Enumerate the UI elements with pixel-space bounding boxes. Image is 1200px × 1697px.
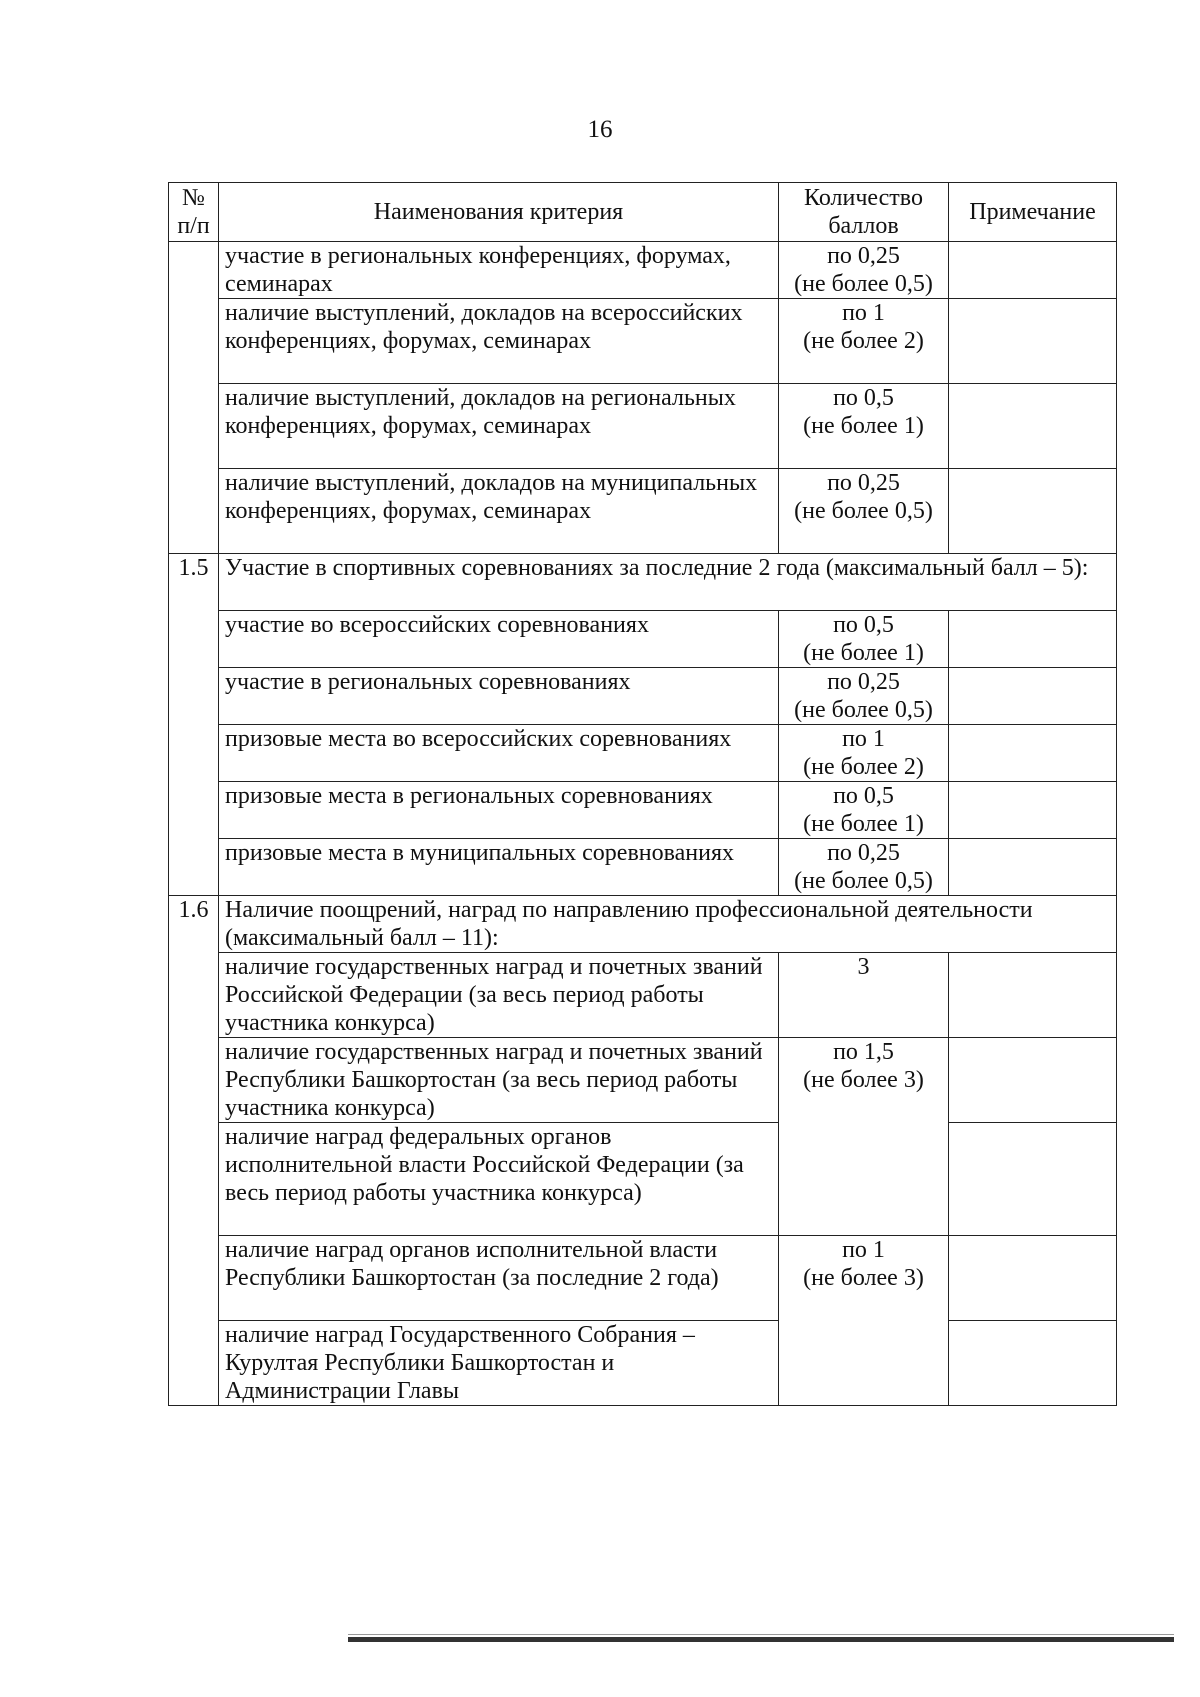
note-cell — [949, 611, 1117, 668]
score-limit: (не более 0,5) — [794, 271, 933, 297]
score-limit: (не более 1) — [803, 413, 924, 439]
note-cell — [949, 953, 1117, 1038]
criterion-name: наличие выступлений, докладов на региональных конференциях, форумах, семинарах — [219, 384, 779, 469]
score-cell — [779, 242, 949, 299]
table-row — [169, 242, 1117, 299]
score-value: по 1 — [842, 1237, 885, 1263]
score-value: по 1 — [842, 726, 885, 752]
criterion-name: участие во всероссийских соревнованиях — [219, 611, 779, 668]
criterion-name: участие в региональных соревнованиях — [219, 668, 779, 725]
note-cell — [949, 782, 1117, 839]
score-cell — [779, 953, 949, 1038]
score-value: по 0,5 — [833, 783, 894, 809]
score-value: 3 — [857, 954, 870, 980]
section-number: 1.5 — [169, 554, 219, 896]
table-row — [169, 1321, 1117, 1406]
score-value: по 0,25 — [827, 243, 900, 269]
score-cell — [779, 611, 949, 668]
table-row — [169, 611, 1117, 668]
criterion-name: наличие государственных наград и почетных званий Российской Федерации (за весь период работы участника конкурса) — [219, 953, 779, 1038]
score-cell — [779, 782, 949, 839]
score-limit: (не более 0,5) — [794, 697, 933, 723]
score-value: по 0,25 — [827, 470, 900, 496]
score-cell — [779, 469, 949, 554]
criterion-name: наличие выступлений, докладов на муниципальных конференциях, форумах, семинарах — [219, 469, 779, 554]
note-cell — [949, 469, 1117, 554]
note-cell — [949, 1236, 1117, 1321]
score-limit: (не более 1) — [803, 640, 924, 666]
note-cell — [949, 668, 1117, 725]
criterion-name: наличие выступлений, докладов на всероссийских конференциях, форумах, семинарах — [219, 299, 779, 384]
section-header-row — [169, 896, 1117, 953]
score-limit: (не более 2) — [803, 328, 924, 354]
criterion-name: наличие наград федеральных органов исполнительной власти Российской Федерации (за весь период работы участника конкурса) — [219, 1123, 779, 1236]
table-row — [169, 839, 1117, 896]
section-title: Наличие поощрений, наград по направлению профессиональной деятельности (максимальный балл – 11): — [219, 896, 1117, 953]
table-row — [169, 668, 1117, 725]
note-cell — [949, 1038, 1117, 1123]
table-header-row — [169, 183, 1117, 242]
table-row — [169, 725, 1117, 782]
criterion-name: призовые места в региональных соревнованиях — [219, 782, 779, 839]
section-number: 1.6 — [169, 896, 219, 1406]
table-row — [169, 782, 1117, 839]
score-value: по 1 — [842, 300, 885, 326]
score-value: по 0,25 — [827, 840, 900, 866]
table-row — [169, 953, 1117, 1038]
score-limit: (не более 3) — [803, 1067, 924, 1093]
score-value: по 1,5 — [833, 1039, 894, 1065]
score-cell — [779, 668, 949, 725]
table-row — [169, 384, 1117, 469]
table-row — [169, 469, 1117, 554]
score-value: по 0,25 — [827, 669, 900, 695]
score-value: по 0,5 — [833, 612, 894, 638]
score-limit: (не более 3) — [803, 1265, 924, 1291]
page-number: 16 — [587, 116, 613, 143]
score-limit: (не более 2) — [803, 754, 924, 780]
score-limit: (не более 1) — [803, 811, 924, 837]
note-cell — [949, 1321, 1117, 1406]
table-row — [169, 1123, 1117, 1236]
score-cell — [779, 1236, 949, 1406]
section-header-row — [169, 554, 1117, 611]
criteria-table — [168, 182, 1117, 1406]
note-cell — [949, 299, 1117, 384]
table-row — [169, 1236, 1117, 1321]
note-cell — [949, 725, 1117, 782]
header-num: № п/п — [169, 183, 219, 242]
score-cell — [779, 384, 949, 469]
note-cell — [949, 242, 1117, 299]
note-cell — [949, 839, 1117, 896]
criterion-name: наличие наград органов исполнительной власти Республики Башкортостан (за последние 2 года) — [219, 1236, 779, 1321]
header-note: Примечание — [949, 183, 1117, 242]
criterion-name: наличие наград Государственного Собрания – Курултая Республики Башкортостан и Администрации Главы — [219, 1321, 779, 1406]
score-cell — [779, 299, 949, 384]
criterion-name: наличие государственных наград и почетных званий Республики Башкортостан (за весь период работы участника конкурса) — [219, 1038, 779, 1123]
note-cell — [949, 384, 1117, 469]
header-score: Количество баллов — [779, 183, 949, 242]
num-cell-empty — [169, 242, 219, 554]
bottom-rule — [348, 1637, 1174, 1642]
score-value: по 0,5 — [833, 385, 894, 411]
note-cell — [949, 1123, 1117, 1236]
section-title: Участие в спортивных соревнованиях за последние 2 года (максимальный балл – 5): — [219, 554, 1117, 611]
score-limit: (не более 0,5) — [794, 498, 933, 524]
score-cell — [779, 839, 949, 896]
table-row — [169, 1038, 1117, 1123]
score-limit: (не более 0,5) — [794, 868, 933, 894]
criterion-name: призовые места в муниципальных соревнованиях — [219, 839, 779, 896]
criterion-name: призовые места во всероссийских соревнованиях — [219, 725, 779, 782]
header-name: Наименования критерия — [219, 183, 779, 242]
score-cell — [779, 725, 949, 782]
score-cell — [779, 1038, 949, 1236]
criterion-name: участие в региональных конференциях, форумах, семинарах — [219, 242, 779, 299]
table-row — [169, 299, 1117, 384]
